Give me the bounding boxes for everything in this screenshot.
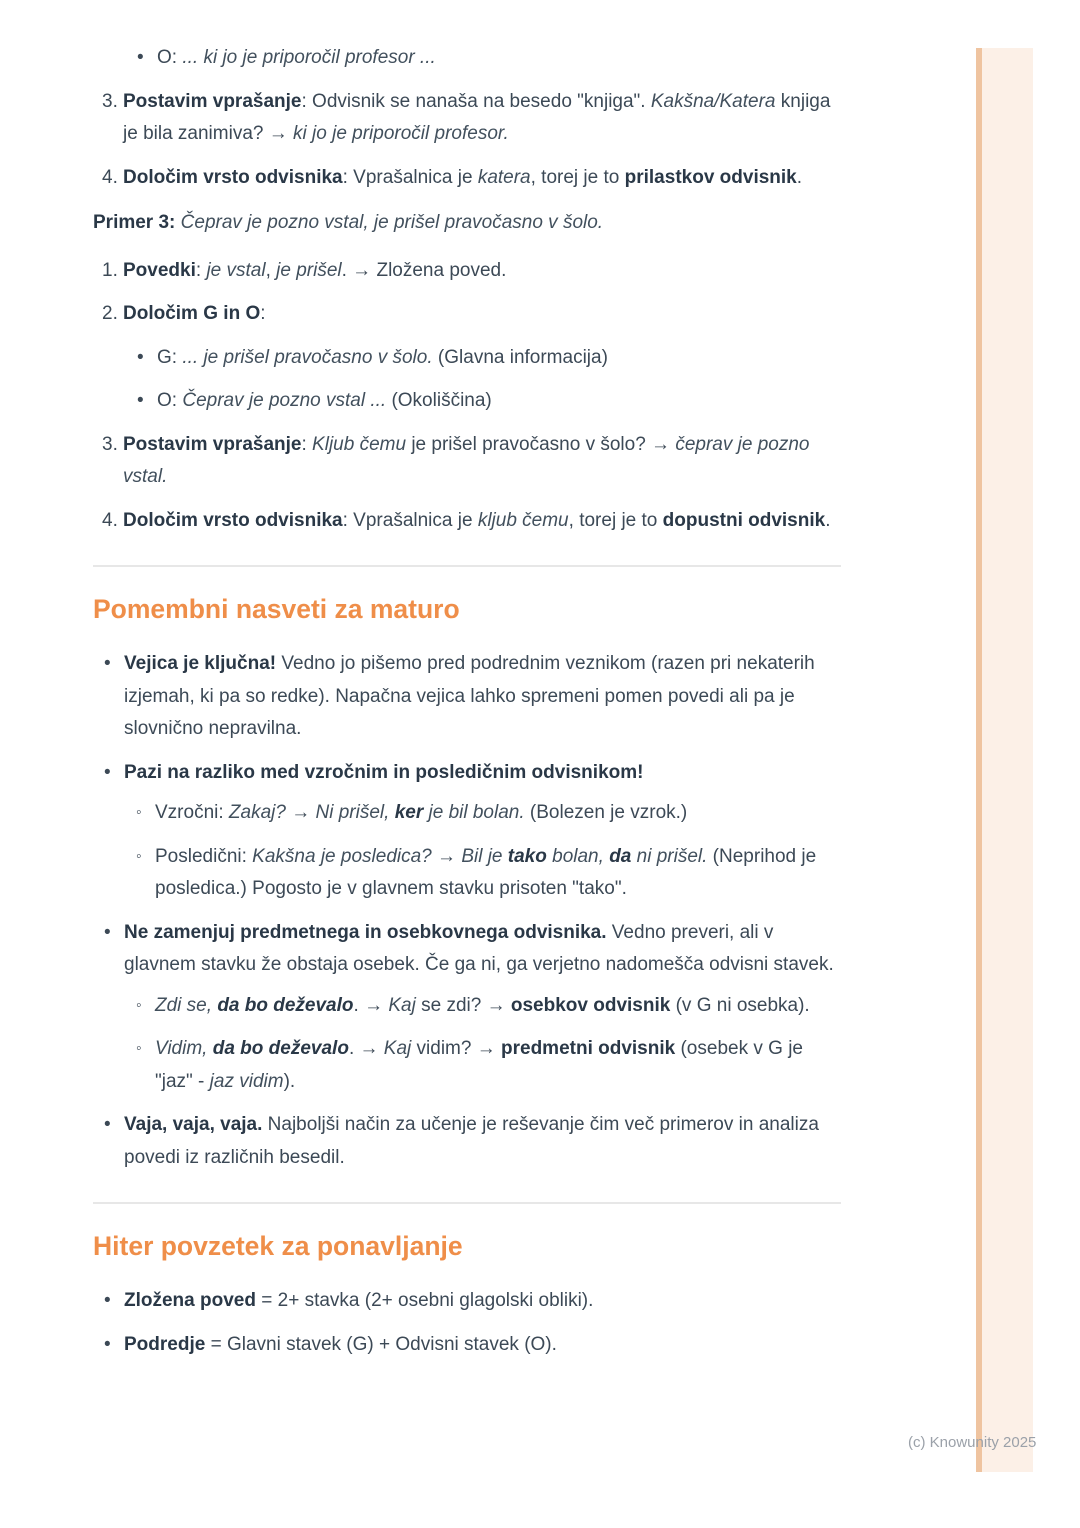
- side-stripe: [976, 48, 1033, 1472]
- text-segment: Vedno preveri, ali v glavnem stavku že obstaja osebek. Če ga ni, ga verjetno nadomešča odvisni stavek.: [124, 921, 834, 975]
- text-segment: kljub čemu: [477, 509, 569, 531]
- text-segment: Pazi na razliko med vzročnim in posledičnim odvisnikom!: [124, 761, 644, 783]
- text-segment: . →: [353, 994, 389, 1016]
- item-number: 1.: [102, 259, 118, 281]
- text-segment: je prišel pravočasno v šolo? →: [406, 433, 676, 455]
- circle-bullet-icon: ◦: [136, 804, 142, 821]
- text-segment: knjiga je bila zanimiva? →: [123, 90, 831, 144]
- text-segment: = Glavni stavek (G) + Odvisni stavek (O).: [205, 1333, 557, 1355]
- divider: [93, 1202, 841, 1204]
- text-segment: . → Zložena poved.: [341, 259, 507, 281]
- text-segment: :: [195, 259, 207, 281]
- text-segment: Posledični:: [155, 845, 253, 867]
- list-item: [93, 841, 841, 906]
- text-segment: Kakšna/Katera: [650, 90, 776, 112]
- numbered-item: [93, 255, 841, 288]
- list-item: [93, 757, 841, 790]
- bullet-icon: •: [104, 1114, 111, 1135]
- text-segment: Kakšna je posledica?: [252, 845, 432, 867]
- bullet-icon: •: [137, 390, 144, 411]
- text-segment: Čeprav je pozno vstal ...: [182, 390, 387, 411]
- text-segment: dopustni odvisnik: [662, 509, 826, 531]
- list-item: [93, 990, 841, 1023]
- text-segment: Vedno jo pišemo pred podrednim veznikom (razen pri nekaterih izjemah, ki pa so redke). Napačna vejica lahko spremeni pomen povedi ali pa je slovnično nepravilna.: [124, 653, 815, 739]
- text-segment: : Vprašalnica je: [342, 509, 478, 531]
- list-item: [93, 648, 841, 746]
- list-item: [93, 1329, 841, 1362]
- text-segment: Primer 3:: [93, 212, 181, 233]
- bullet-icon: •: [104, 1290, 111, 1311]
- list-item: [93, 797, 841, 830]
- text-segment: je vstal: [206, 259, 266, 281]
- text-segment: (Neprihod je posledica.) Pogosto je v glavnem stavku prisoten "tako".: [155, 845, 817, 899]
- text-segment: G:: [157, 346, 183, 368]
- text-segment: Vaja, vaja, vaja.: [124, 1114, 263, 1135]
- numbered-item: [93, 429, 841, 494]
- circle-bullet-icon: ◦: [136, 1040, 142, 1057]
- text-segment: ).: [283, 1070, 296, 1092]
- text-segment: Zložena poved: [124, 1290, 256, 1311]
- numbered-item: [93, 505, 841, 538]
- divider: [93, 565, 841, 567]
- text-segment: Vejica je ključna!: [124, 653, 277, 674]
- circle-bullet-icon: ◦: [136, 847, 142, 865]
- text-segment: .: [796, 166, 803, 188]
- text-segment: osebkov odvisnik: [510, 994, 671, 1016]
- numbered-item: [93, 162, 841, 195]
- text-segment: O:: [157, 390, 183, 411]
- text-segment: : Vprašalnica je: [342, 166, 478, 188]
- list-item: [93, 385, 841, 418]
- text-segment: je bil bolan.: [423, 802, 525, 823]
- text-segment: bolan,: [546, 845, 610, 867]
- bullet-icon: •: [104, 653, 111, 674]
- text-segment: Ne zamenjuj predmetnega in osebkovnega odvisnika.: [124, 921, 607, 943]
- text-segment: O:: [157, 47, 183, 68]
- text-segment: , torej je to: [568, 509, 663, 531]
- text-segment: Vzročni:: [155, 802, 229, 823]
- text-segment: (osebek v G je "jaz" -: [155, 1038, 803, 1092]
- text-segment: Bil je: [461, 845, 508, 867]
- text-segment: :: [260, 303, 266, 324]
- list-item: [93, 1109, 841, 1174]
- text-segment: Podredje: [124, 1333, 206, 1355]
- bullet-icon: •: [137, 346, 144, 368]
- text-segment: Kaj: [388, 994, 416, 1016]
- section-heading: Pomembni nasveti za maturo: [93, 594, 460, 624]
- text-segment: (v G ni osebka).: [670, 994, 810, 1016]
- text-segment: →: [431, 845, 462, 867]
- text-segment: ... je prišel pravočasno v šolo.: [182, 346, 433, 368]
- text-segment: se zdi? →: [415, 994, 511, 1016]
- list-item: [93, 1033, 841, 1098]
- text-segment: jaz vidim: [209, 1070, 284, 1092]
- list-item: [93, 917, 841, 982]
- text-segment: ... ki jo je priporočil profesor ...: [182, 47, 436, 68]
- text-segment: , torej je to: [530, 166, 625, 188]
- text-segment: Najboljši način za učenje je reševanje čim več primerov in analiza povedi iz različnih besedil.: [124, 1114, 819, 1168]
- circle-bullet-icon: ◦: [136, 996, 142, 1014]
- bullet-icon: •: [104, 1333, 111, 1355]
- text-segment: da bo deževalo: [212, 1038, 349, 1059]
- text-segment: da bo deževalo: [217, 994, 354, 1016]
- section-heading: Hiter povzetek za ponavljanje: [93, 1231, 463, 1261]
- list-item: [93, 42, 841, 75]
- item-number: 4.: [102, 509, 118, 531]
- text-segment: čeprav je pozno vstal.: [123, 433, 810, 487]
- text-segment: ki jo je priporočil profesor.: [293, 123, 509, 144]
- text-segment: (Okoliščina): [386, 390, 492, 411]
- item-number: 3.: [102, 90, 118, 112]
- text-segment: Kaj: [383, 1038, 412, 1059]
- text-segment: Povedki: [123, 259, 196, 281]
- text-segment: tako: [507, 845, 547, 867]
- text-segment: vidim? →: [411, 1038, 501, 1059]
- text-segment: je prišel: [276, 259, 342, 281]
- item-number: 4.: [102, 166, 118, 188]
- text-segment: (Bolezen je vzrok.): [524, 802, 688, 823]
- text-segment: Vidim,: [155, 1038, 213, 1059]
- text-segment: ker: [394, 802, 424, 823]
- content-area: [93, 42, 841, 1372]
- copyright-text: (c) Knowunity 2025: [908, 1434, 1037, 1451]
- text-segment: .: [825, 509, 831, 531]
- text-segment: :: [301, 433, 313, 455]
- bullet-icon: •: [104, 761, 111, 783]
- bullet-icon: •: [137, 47, 144, 68]
- text-segment: Kljub čemu: [312, 433, 407, 455]
- text-segment: Določim G in O: [123, 303, 261, 324]
- text-segment: →: [285, 802, 316, 823]
- text-segment: Zdi se,: [155, 994, 218, 1016]
- bullet-icon: •: [104, 921, 111, 943]
- list-item: [93, 342, 841, 375]
- numbered-item: [93, 298, 841, 331]
- text-segment: . →: [348, 1038, 384, 1059]
- text-segment: katera: [477, 166, 531, 188]
- text-segment: Ni prišel,: [315, 802, 395, 823]
- text-segment: da: [609, 845, 632, 867]
- text-segment: : Odvisnik se nanaša na besedo "knjiga".: [301, 90, 651, 112]
- text-segment: prilastkov odvisnik: [624, 166, 797, 188]
- item-number: 2.: [102, 303, 118, 324]
- numbered-item: [93, 86, 841, 151]
- list-item: [93, 1285, 841, 1318]
- text-segment: Zakaj?: [228, 802, 286, 823]
- text-segment: Določim vrsto odvisnika: [123, 509, 343, 531]
- text-segment: predmetni odvisnik: [501, 1038, 676, 1059]
- text-segment: ,: [265, 259, 277, 281]
- item-number: 3.: [102, 433, 118, 455]
- text-segment: Postavim vprašanje: [123, 433, 302, 455]
- text-segment: Postavim vprašanje: [123, 90, 302, 112]
- example-paragraph: [93, 207, 841, 240]
- text-segment: (Glavna informacija): [432, 346, 608, 368]
- text-segment: Določim vrsto odvisnika: [123, 166, 343, 188]
- text-segment: Čeprav je pozno vstal, je prišel pravočasno v šolo.: [180, 212, 604, 233]
- text-segment: ni prišel.: [631, 845, 708, 867]
- text-segment: = 2+ stavka (2+ osebni glagolski obliki).: [255, 1290, 594, 1311]
